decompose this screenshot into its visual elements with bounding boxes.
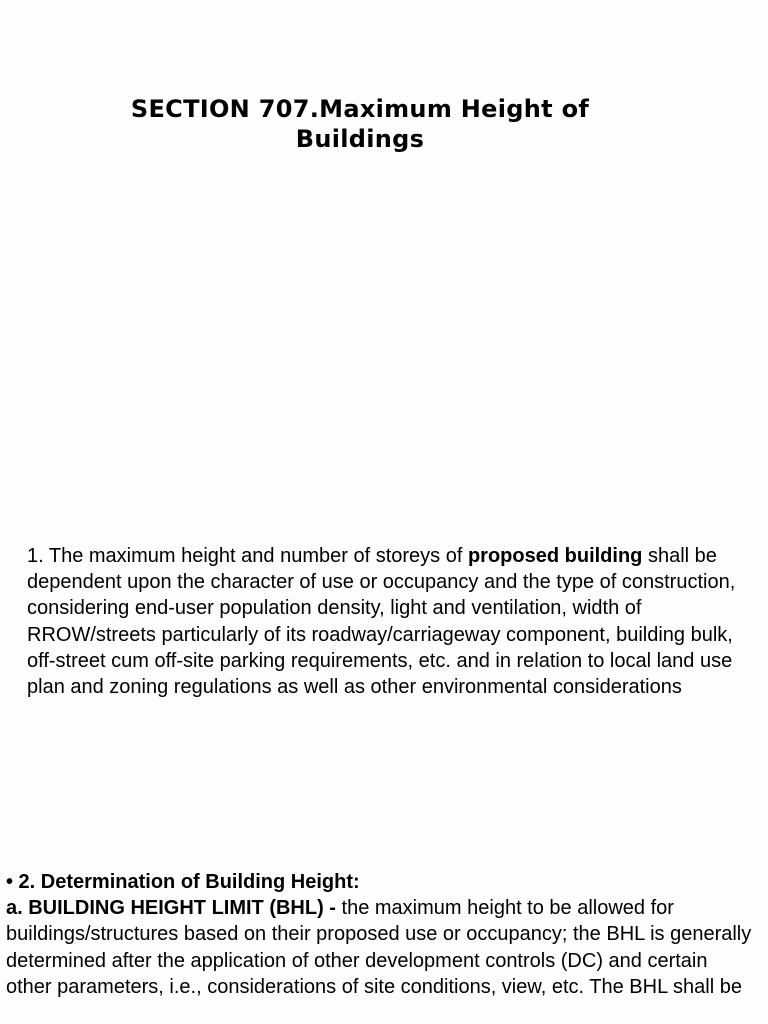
term-bhl-definition: the maximum height to be allowed for buildings/structures based on their proposed use or occupancy; the BHL is generally determined after the application of other development controls (DC) and certain other parameters, i.e., considerations of site conditions, view, etc. The BHL shall be [6, 897, 752, 998]
paragraph-1-prefix: 1. The maximum height and number of storeys of [27, 545, 468, 567]
page-title [60, 94, 660, 154]
term-bhl: a. BUILDING HEIGHT LIMIT (BHL) - [6, 897, 336, 920]
paragraph-2 [6, 869, 756, 1000]
paragraph-1-suffix: shall be dependent upon the character of use or occupancy and the type of construction, considering end-user population density, light and ventilation, width of RROW/streets particularly of its roadway/carriageway component, building bulk, off-street cum off-site parking requirements, etc. and in relation to local land use plan and zoning regulations as well as other environmental considerations [27, 545, 736, 699]
section-heading: • 2. Determination of Building Height: [6, 871, 360, 893]
paragraph-1 [27, 543, 762, 700]
paragraph-1-bold: proposed building [467, 545, 643, 567]
title-line-1: SECTION 707.Maximum Height of [130, 95, 590, 123]
title-line-2: Buildings [295, 125, 425, 153]
